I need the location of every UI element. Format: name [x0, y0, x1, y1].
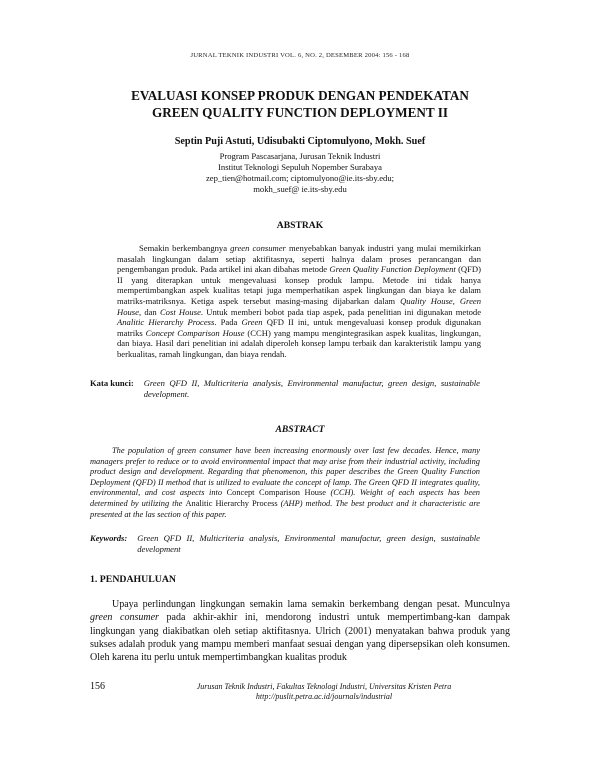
text-run: Upaya perlindungan lingkungan semakin lama semakin berkembang dengan pesat. Munculnya [112, 599, 510, 610]
page-number: 156 [90, 681, 105, 692]
text-run: The population of green consumer have been increasing enormously over last few decades. Hence, many managers prefer to reduce or to avoid environmental impact that may arise from their industrial activity, including product design and development. Regarding that phenomenon, this paper describes the Green Quality Function Deployment (QFD) II method that is utilized to evaluate the concept of lamp. The Green QFD II integrates quality, environmental, and cost aspects into [90, 446, 480, 498]
text-run-italic: Quality House, Green House [117, 295, 481, 317]
keywords-label: Keywords: [90, 533, 128, 543]
email-line: zep_tien@hotmail.com; ciptomulyono@ie.its-sby.edu; [205, 173, 395, 183]
section-body [90, 598, 510, 664]
footer-text [148, 682, 500, 702]
text-run: pada akhir-akhir ini, mendorong industri untuk mempertimbang-kan dampak lingkungan yang diakibatkan oleh setiap aktifitasnya. Ulrich (2001) menyatakan bahwa produk yang sukses adalah produk yang mampu memberi manfaat sesuai dengan yang dipersepsikan oleh konsumen. Oleh karena itu perlu untuk mempertimbangkan kualitas produk [90, 612, 511, 664]
text-run-italic: Concept Comparison House [145, 327, 245, 338]
text-run-italic: Analitic Hierarchy Process [117, 317, 215, 328]
email-line: mokh_suef@ ie.its-sby.edu [253, 184, 347, 194]
abstrak-paragraph [117, 243, 481, 360]
text-run: (QFD) II yang diterapkan untuk mengevaluasi konsep produk lampu. Metode ini tidak hanya mempertimbangkan aspek kualitas tetapi juga memperhatikan aspek lingkungan dan biaya ke dalam matriks-matriksnya. Ketiga aspek tersebut masing-masing dijabarkan dalam [117, 264, 481, 306]
keywords-block [90, 533, 480, 554]
abstract-body [90, 446, 480, 520]
text-run: Semakin berkembangnya [139, 243, 231, 253]
author-names: Septin Puji Astuti, Udisubakti Ciptomulyono, Mokh. Suef [174, 136, 426, 147]
text-run-italic: Green Quality Function Deployment [329, 264, 456, 275]
text-run-italic: Green [241, 317, 263, 328]
title-line-2: GREEN QUALITY FUNCTION DEPLOYMENT II [151, 105, 449, 120]
abstrak-body [117, 243, 481, 360]
keywords-text: Green QFD II, Multicriteria analysis, Environmental manufactur, green design, sustainable development [137, 533, 480, 554]
footer-url: http://puslit.petra.ac.id/journals/industrial [255, 692, 393, 701]
footer-institution: Jurusan Teknik Industri, Fakultas Teknologi Industri, Universitas Kristen Petra [196, 682, 452, 691]
affiliation-line: Institut Teknologi Sepuluh Nopember Surabaya [218, 162, 382, 172]
text-run-italic: Cost House [159, 306, 201, 317]
text-run: QFD II ini, untuk mengevaluasi konsep produk digunakan matriks [117, 317, 481, 338]
title-line-1: EVALUASI KONSEP PRODUK DENGAN PENDEKATAN [131, 88, 469, 103]
abstract-heading: ABSTRACT [275, 424, 325, 435]
author-affiliation [0, 151, 600, 195]
text-run: . Untuk memberi bobot pada tiap aspek, pada penelitian ini digunakan metode [200, 306, 482, 317]
running-header: JURNAL TEKNIK INDUSTRI VOL. 6, NO. 2, DESEMBER 2004: 156 - 168 [190, 52, 410, 59]
text-run-italic: green consumer [230, 243, 286, 253]
text-run: (CCH) yang mampu mengintegrasikan aspek kualitas, lingkungan, dan biaya. Hasil dari penelitian ini adalah diperoleh konsep lampu terbaik dan karakteristik lampu yang berkualitas, ramah lingkungan, dan biaya rendah. [117, 327, 481, 359]
text-run: menyebabkan banyak industri yang mulai memikirkan masalah lingkungan dalam setiap aktifitasnya, seperti halnya dalam proses perancangan dan pengembangan produk. Pada artikel ini akan dibahas metode [117, 243, 481, 275]
section-heading-pendahuluan: 1. PENDAHULUAN [90, 574, 176, 585]
abstract-paragraph [90, 446, 480, 520]
body-paragraph [90, 598, 510, 664]
text-run-emphasis: Analitic Hierarchy Process [185, 498, 278, 508]
paper-title [60, 87, 540, 121]
text-run: (AHP) method. The best product and it characteristic are presented at the las section of this paper. [90, 498, 480, 519]
text-run: (CCH). Weight of each aspects has been determined by utilizing the [90, 488, 480, 508]
kata-kunci-text: Green QFD II, Multicriteria analysis, Environmental manufactur, green design, sustainable development. [143, 378, 480, 399]
text-run-italic: green consumer [90, 612, 159, 624]
affiliation-line: Program Pascasarjana, Jurusan Teknik Industri [219, 151, 381, 161]
text-run: , dan [138, 306, 160, 317]
text-run-emphasis: Concept Comparison House [226, 488, 326, 498]
kata-kunci-label: Kata kunci: [90, 378, 134, 388]
kata-kunci-block [90, 378, 480, 399]
text-run: . Pada [214, 317, 242, 328]
abstrak-heading: ABSTRAK [276, 220, 324, 231]
